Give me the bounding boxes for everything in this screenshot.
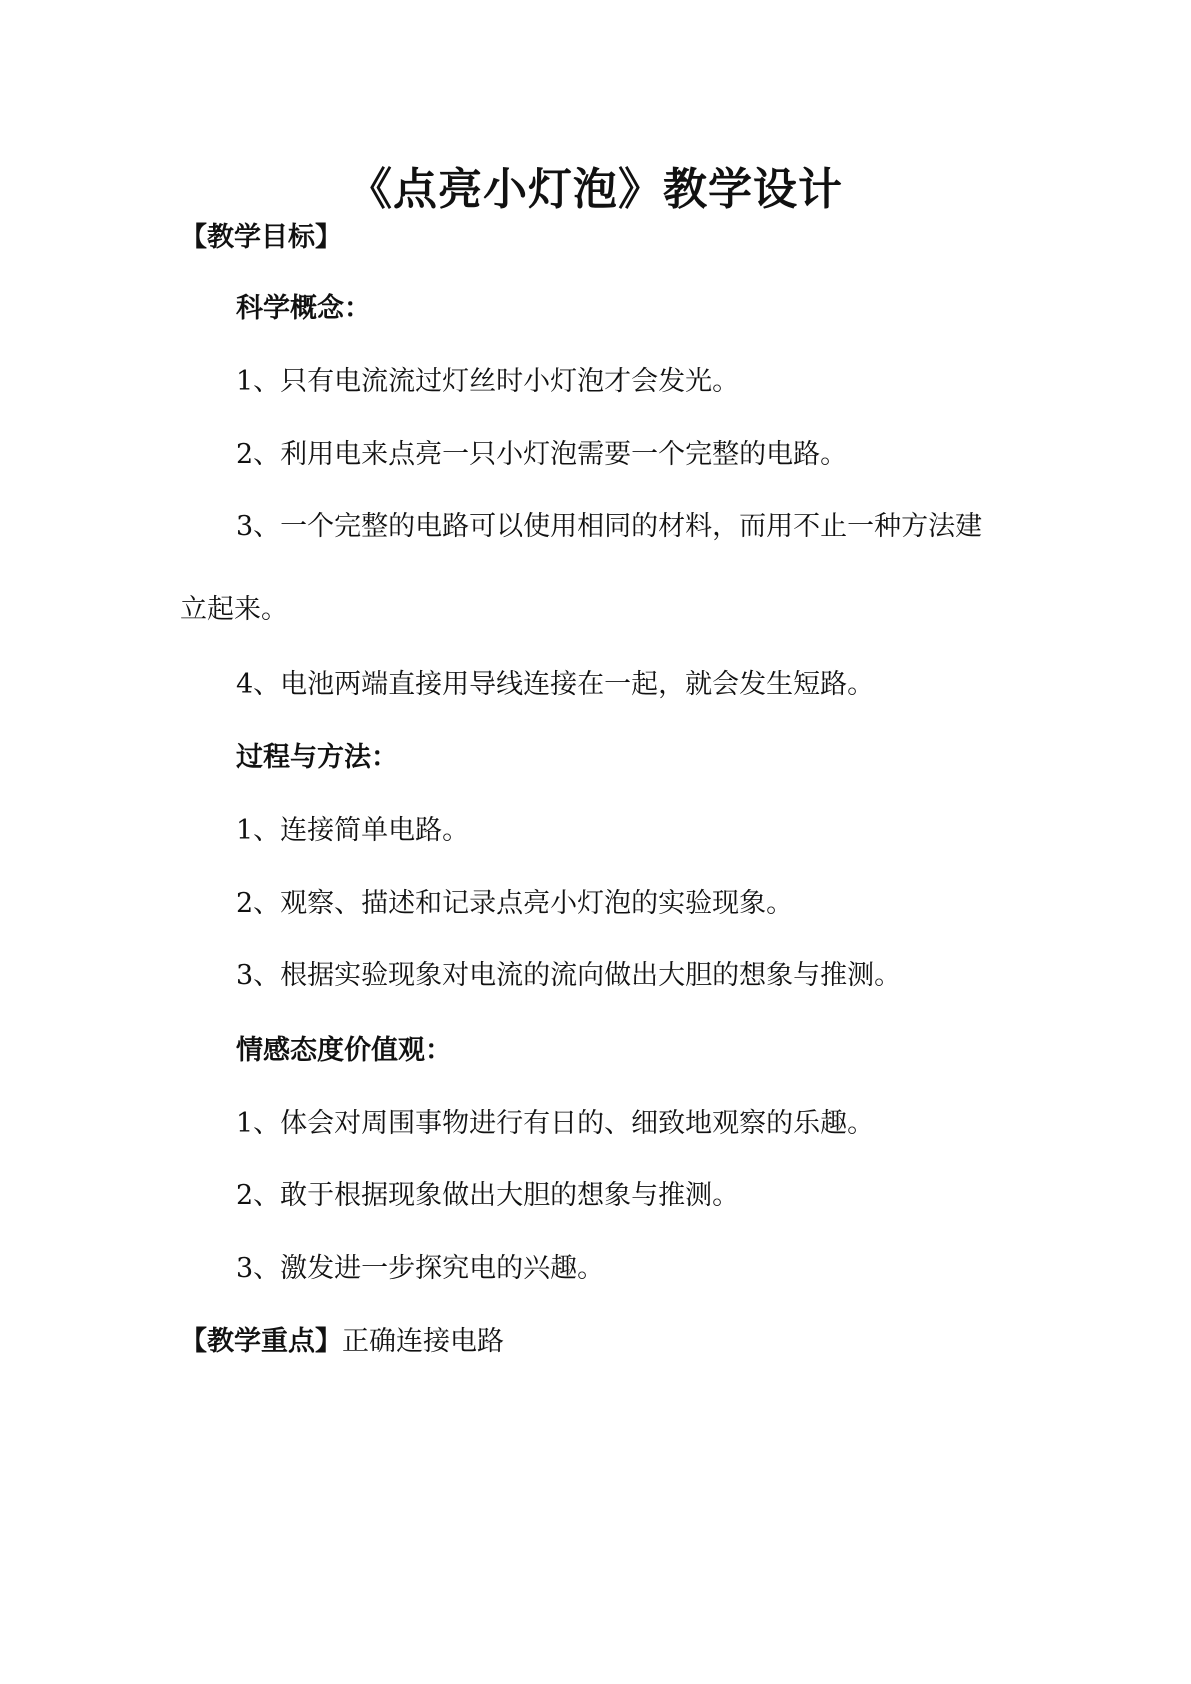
list-item: 1、只有电流流过灯丝时小灯泡才会发光。 (236, 366, 740, 397)
list-item: 3、一个完整的电路可以使用相同的材料，而用不止一种方法建 (236, 511, 983, 542)
list-item: 4、电池两端直接用导线连接在一起，就会发生短路。 (236, 669, 875, 700)
list-item: 3、激发进一步探究电的兴趣。 (236, 1253, 605, 1284)
key-point-text: 正确连接电路 (342, 1326, 504, 1357)
list-item: 1、体会对周围事物进行有日的、细致地观察的乐趣。 (236, 1108, 875, 1139)
key-point-line (180, 1322, 504, 1362)
subheading-attitudes-values: 情感态度价值观： (236, 1035, 452, 1066)
list-item: 1、连接简单电路。 (236, 815, 470, 846)
section-heading-key-point: 【教学重点】 (180, 1326, 342, 1357)
section-heading-objectives: 【教学目标】 (180, 222, 342, 253)
list-item: 3、根据实验现象对电流的流向做出大胆的想象与推测。 (236, 960, 902, 991)
subheading-science-concepts: 科学概念： (236, 293, 371, 324)
list-item: 2、利用电来点亮一只小灯泡需要一个完整的电路。 (236, 439, 848, 470)
list-item: 2、观察、描述和记录点亮小灯泡的实验现象。 (236, 888, 794, 919)
list-item: 2、敢于根据现象做出大胆的想象与推测。 (236, 1180, 740, 1211)
document-title: 《点亮小灯泡》教学设计 (348, 164, 843, 215)
list-item-continuation: 立起来。 (180, 594, 288, 625)
subheading-process-methods: 过程与方法： (236, 742, 398, 773)
